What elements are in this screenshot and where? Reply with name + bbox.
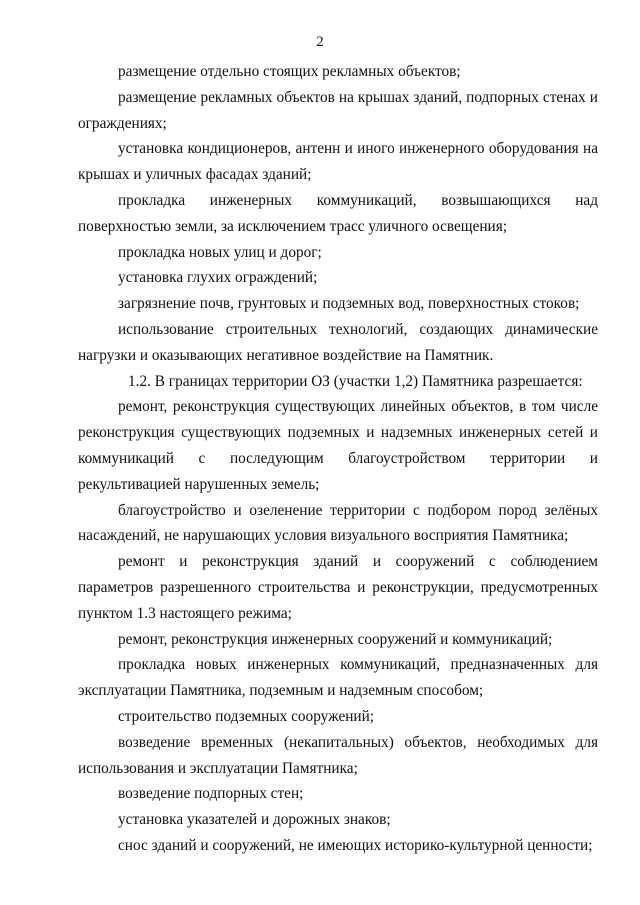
paragraph: загрязнение почв, грунтовых и подземных вод, поверхностных стоков;: [118, 295, 580, 313]
document-body: [78, 59, 598, 859]
paragraph: прокладка новых улиц и дорог;: [118, 243, 322, 261]
paragraph: размещение рекламных объектов на крышах зданий, подпорных стенах и ограждениях;: [78, 88, 598, 132]
paragraph: ремонт, реконструкция инженерных сооружений и коммуникаций;: [118, 630, 553, 648]
paragraph: использование строительных технологий, создающих динамические нагрузки и оказывающих негативное воздействие на Памятник.: [78, 320, 598, 364]
paragraph: прокладка новых инженерных коммуникаций, предназначенных для эксплуатации Памятника, подземным и надземным способом;: [78, 656, 598, 700]
paragraph: размещение отдельно стоящих рекламных объектов;: [118, 63, 461, 80]
paragraph: возведение подпорных стен;: [118, 785, 304, 803]
paragraph: снос зданий и сооружений, не имеющих историко-культурной ценности;: [118, 836, 593, 854]
paragraph: строительство подземных сооружений;: [118, 707, 375, 725]
paragraph: установка указателей и дорожных знаков;: [118, 811, 391, 829]
page-number: 2: [316, 34, 324, 50]
paragraph: благоустройство и озеленение территории с подбором пород зелёных насаждений, не нарушающих условия визуального восприятия Памятника;: [78, 501, 598, 545]
paragraph: прокладка инженерных коммуникаций, возвышающихся над поверхностью земли, за исключением трасс уличного освещения;: [78, 191, 598, 235]
paragraph: ремонт и реконструкция зданий и сооружений с соблюдением параметров разрешенного строительства и реконструкции, предусмотренных пунктом 1.3 настоящего режима;: [78, 553, 598, 622]
paragraph: установка глухих ограждений;: [118, 269, 318, 287]
clause-heading: 1.2. В границах территории ОЗ (участки 1,2) Памятника разрешается:: [128, 372, 583, 390]
paragraph: установка кондиционеров, антенн и иного инженерного оборудования на крышах и уличных фасадах зданий;: [78, 140, 598, 184]
paragraph: ремонт, реконструкция существующих линейных объектов, в том числе реконструкция существующих подземных и надземных инженерных сетей и коммуникаций с последующим благоустройством территории и рекультивацией нарушенных земель;: [78, 398, 598, 493]
paragraph: возведение временных (некапитальных) объектов, необходимых для использования и эксплуатации Памятника;: [78, 733, 598, 777]
